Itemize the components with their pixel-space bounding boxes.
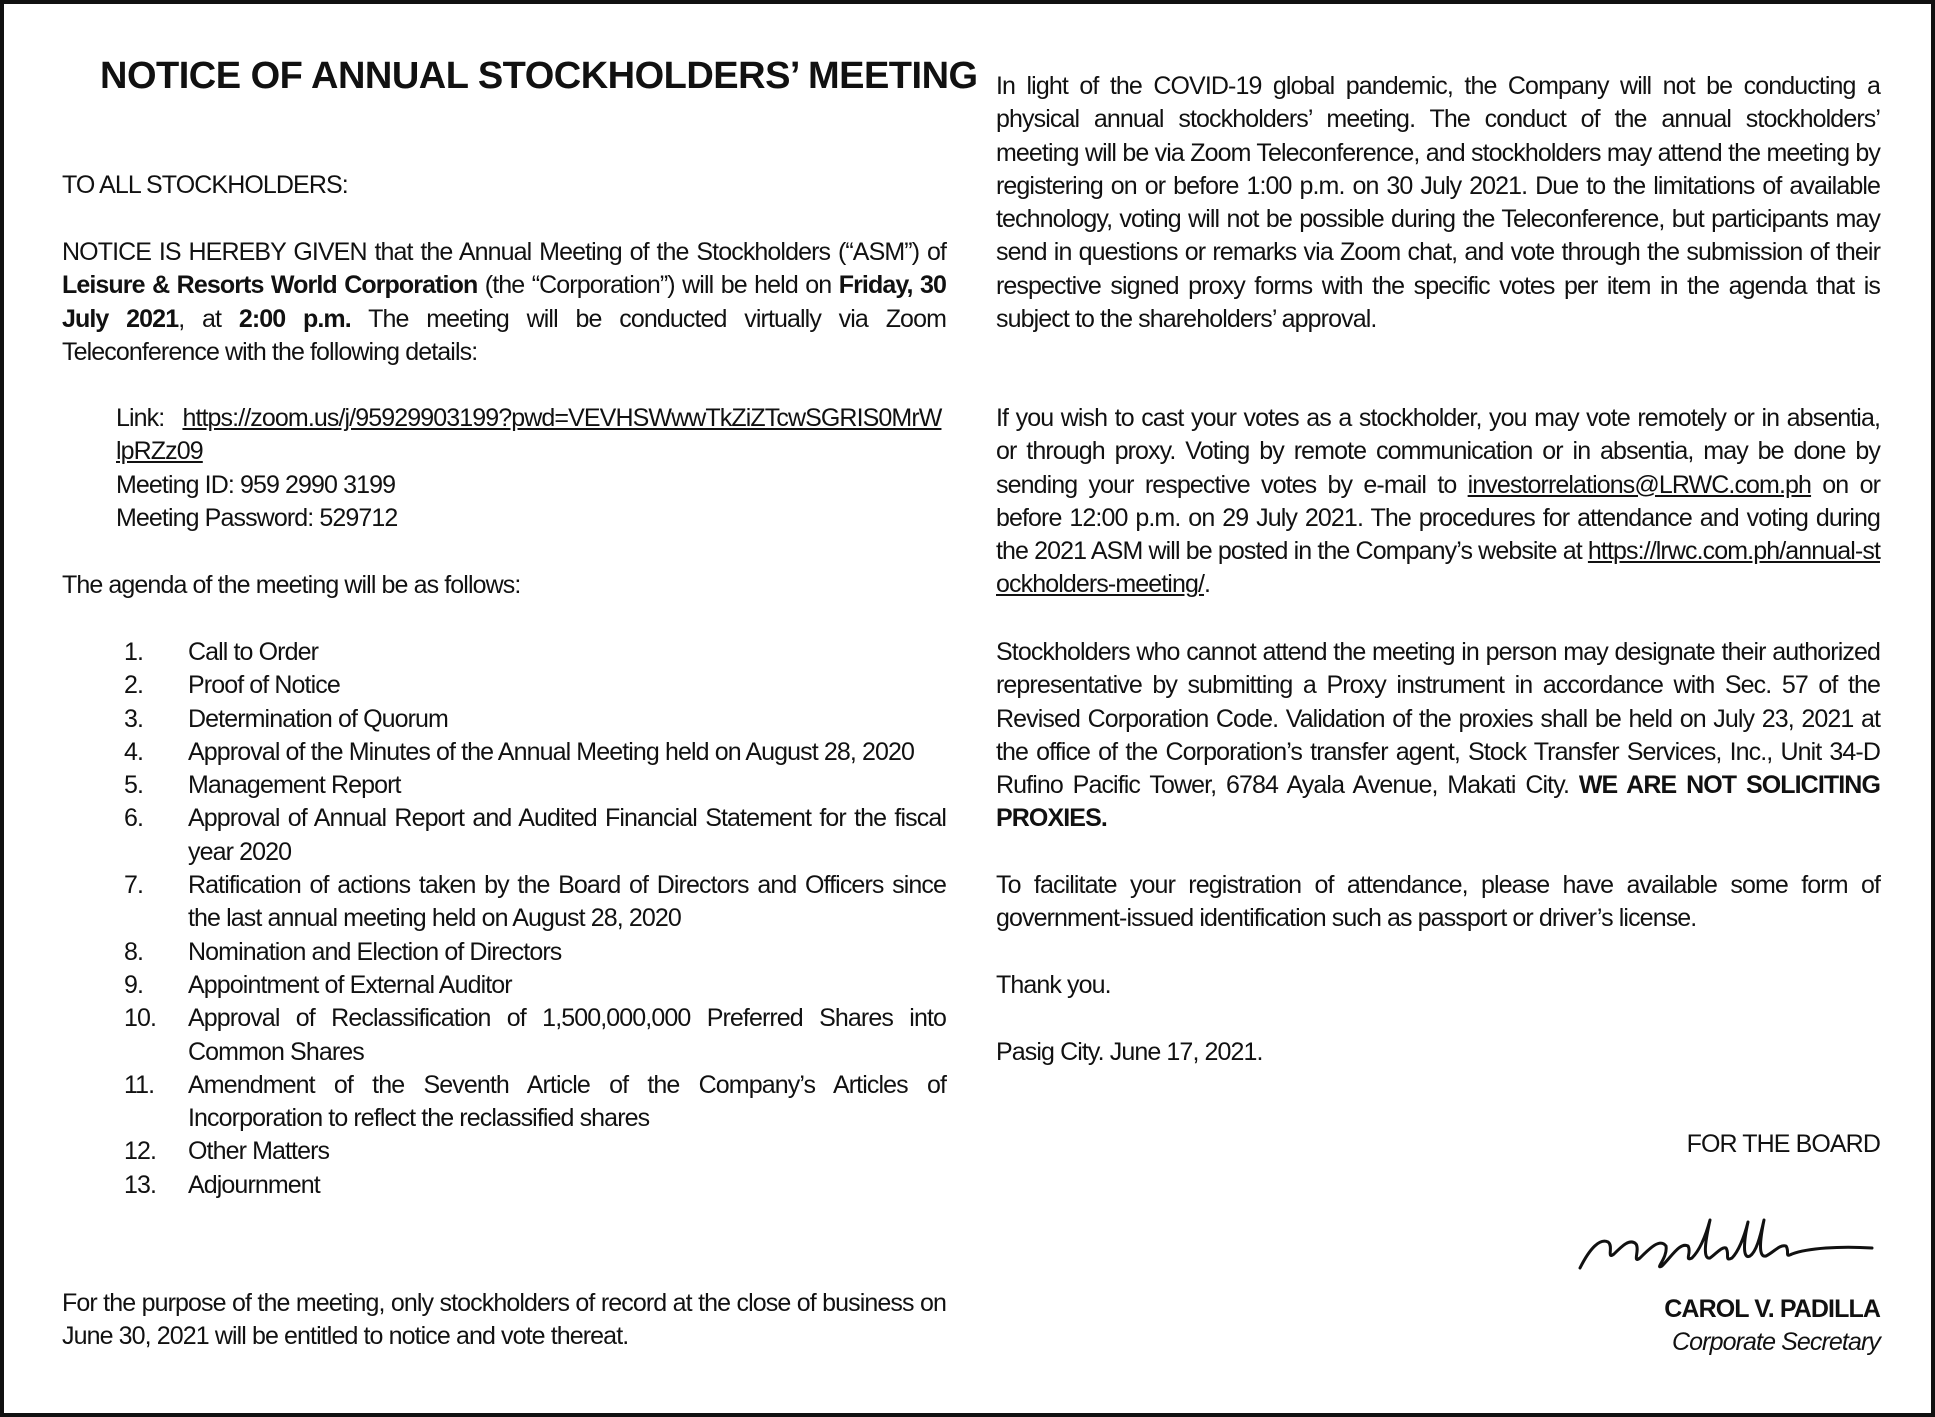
zoom-link-line	[116, 402, 946, 469]
agenda-item-text: Approval of Reclassification of 1,500,000,000 Preferred Shares into Common Shares	[188, 1004, 946, 1066]
no-solicitation-notice: WE ARE NOT SOLICITING PROXIES.	[996, 771, 1881, 833]
agenda-item-text: Adjournment	[188, 1170, 320, 1199]
agenda-intro: The agenda of the meeting will be as follows:	[62, 571, 521, 599]
agenda-item-text: Ratification of actions taken by the Board of Directors and Officers since the last annual meeting held on August 28, 2020	[188, 871, 946, 933]
notice-title: NOTICE OF ANNUAL STOCKHOLDERS’ MEETING	[100, 55, 978, 97]
agenda-item-text: Approval of the Minutes of the Annual Meeting held on August 28, 2020	[188, 737, 914, 766]
agenda-item-text: Determination of Quorum	[188, 704, 448, 733]
agenda-item	[62, 802, 946, 869]
agenda-item-number: 9.	[124, 970, 144, 999]
agenda-item-text: Nomination and Election of Directors	[188, 937, 562, 966]
agenda-item-number: 1.	[124, 638, 144, 666]
agenda-item	[62, 736, 946, 769]
company-website-link[interactable]: https://lrwc.com.ph/annual-stockholders-meeting/	[996, 537, 1880, 599]
agenda-item	[62, 869, 946, 936]
agenda-item-number: 4.	[124, 737, 144, 766]
intro-paragraph: NOTICE IS HEREBY GIVEN that the Annual Meeting of the Stockholders (“ASM”) of Leisure & Resorts World Corporation (the “Corporation”) will be held on Friday, 30 July 2021, at 2:00 p.m. The meeting will be conducted virtually via Zoom Teleconference with the following details:	[62, 238, 946, 366]
agenda-item	[62, 936, 946, 969]
record-date-paragraph: For the purpose of the meeting, only stockholders of record at the close of business on June 30, 2021 will be entitled to notice and vote thereat.	[62, 1289, 946, 1351]
agenda-item-number: 12.	[124, 1137, 157, 1166]
agenda-item-text: Approval of Annual Report and Audited Financial Statement for the fiscal year 2020	[188, 804, 946, 866]
signatory-name: CAROL V. PADILLA	[1664, 1295, 1880, 1323]
for-the-board: FOR THE BOARD	[1686, 1130, 1880, 1158]
signatory-title: Corporate Secretary	[1672, 1328, 1880, 1356]
investor-relations-email[interactable]: investorrelations@LRWC.com.ph	[1467, 470, 1812, 499]
voting-paragraph: If you wish to cast your votes as a stockholder, you may vote remotely or in absentia, or through proxy. Voting by remote communication or in absentia, may be done by sending your respective votes by e-mail to investorrelations@LRWC.com.ph on or before 12:00 p.m. on 29 July 2021. The procedures for attendance and voting during the 2021 ASM will be posted in the Company’s website at https://lrwc.com.ph/annual-stockholders-meeting/.	[996, 404, 1881, 599]
covid-paragraph: In light of the COVID-19 global pandemic, the Company will not be conducting a physical annual stockholders’ meeting. The conduct of the annual stockholders’ meeting will be via Zoom Teleconference, and stockholders may attend the meeting by registering on or before 1:00 p.m. on 30 July 2021. Due to the limitations of available technology, voting will not be possible during the Teleconference, but participants may send in questions or remarks via Zoom chat, and vote through the submission of their respective signed proxy forms with the specific votes per item in the agenda that is subject to the shareholders’ approval.	[996, 72, 1880, 334]
agenda-item-number: 2.	[124, 671, 144, 700]
agenda-item-number: 5.	[124, 771, 144, 800]
zoom-details	[116, 402, 946, 535]
agenda-item-text: Amendment of the Seventh Article of the Company’s Articles of Incorporation to reflect the reclassified shares	[188, 1070, 946, 1133]
thank-you: Thank you.	[996, 971, 1111, 999]
proxy-paragraph: Stockholders who cannot attend the meeting in person may designate their authorized representative by submitting a Proxy instrument in accordance with Sec. 57 of the Revised Corporation Code. Validation of the proxies shall be held on July 23, 2021 at the office of the Corporation’s transfer agent, Stock Transfer Services, Inc., Unit 34-D Rufino Pacific Tower, 6784 Ayala Avenue, Makati City. WE ARE NOT SOLICITING PROXIES.	[996, 638, 1881, 833]
agenda-item	[62, 769, 946, 802]
agenda-item	[62, 1135, 946, 1168]
agenda-item	[62, 1002, 946, 1069]
agenda-item-number: 3.	[124, 704, 144, 733]
agenda-item-number: 6.	[124, 804, 144, 833]
agenda-item	[62, 636, 946, 669]
agenda-item	[62, 969, 946, 1002]
agenda-list	[62, 636, 946, 1202]
signature-image	[1570, 1208, 1880, 1278]
agenda-item-text: Call to Order	[188, 638, 319, 666]
agenda-item	[62, 669, 946, 702]
agenda-item-number: 7.	[124, 871, 144, 900]
salutation: TO ALL STOCKHOLDERS:	[62, 171, 348, 199]
agenda-item-text: Proof of Notice	[188, 671, 340, 700]
agenda-item-number: 11.	[124, 1070, 155, 1099]
agenda-item-number: 10.	[124, 1004, 157, 1033]
agenda-item-text: Appointment of External Auditor	[188, 970, 512, 999]
agenda-item	[62, 1069, 946, 1136]
company-name: Leisure & Resorts World Corporation	[62, 271, 478, 300]
agenda-item	[62, 703, 946, 736]
registration-paragraph: To facilitate your registration of attendance, please have available some form of government-issued identification such as passport or driver’s license.	[996, 871, 1880, 933]
agenda-item-text: Other Matters	[188, 1137, 330, 1166]
agenda-item-number: 8.	[124, 937, 144, 966]
meeting-time: 2:00 p.m.	[238, 304, 351, 333]
meeting-id: Meeting ID: 959 2990 3199	[116, 470, 396, 499]
place-date: Pasig City. June 17, 2021.	[996, 1038, 1263, 1066]
agenda-item-text: Management Report	[188, 771, 401, 800]
agenda-item	[62, 1169, 946, 1202]
zoom-link[interactable]: https://zoom.us/j/95929903199?pwd=VEVHSWwwTkZiZTcwSGRIS0MrWlpRZz09	[116, 404, 942, 466]
meeting-date: Friday, 30 July 2021	[62, 271, 946, 333]
meeting-password: Meeting Password: 529712	[116, 503, 398, 532]
agenda-item-number: 13.	[124, 1170, 157, 1199]
zoom-link-label: Link:	[116, 404, 165, 432]
